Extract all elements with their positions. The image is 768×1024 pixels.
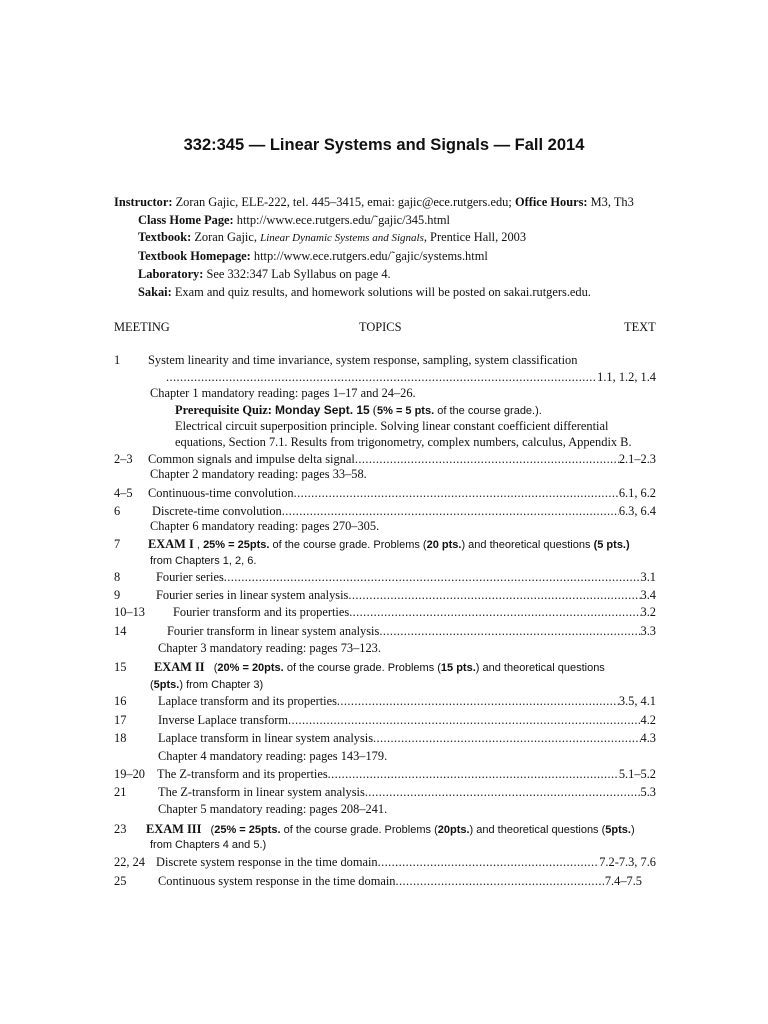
sakai-value: Exam and quiz results, and homework solutions will be posted on sakai.rutgers.edu.	[174, 284, 591, 299]
exam-2-l2-open: (	[150, 679, 154, 691]
topic: Laplace transform and its properties	[158, 694, 337, 708]
text-ref: 3.4	[640, 588, 656, 602]
textbook-publisher: , Prentice Hall, 2003	[423, 230, 527, 245]
meeting-number: 18	[114, 731, 127, 745]
meeting-number: 16	[114, 694, 127, 708]
exam-3-text-1: of the course grade. Problems (	[283, 824, 438, 836]
topic: Laplace transform in linear system analysis	[158, 731, 374, 745]
meeting-number: 10–13	[114, 605, 145, 619]
reading-note: Chapter 2 mandatory reading: pages 33–58.	[150, 467, 367, 481]
meeting-number: 25	[114, 874, 127, 888]
meeting-number: 2–3	[114, 452, 133, 466]
meeting-number: 21	[114, 785, 127, 799]
exam-1-text-1: of the course grade. Problems (	[272, 539, 427, 551]
exam-2-theory-points: 5pts.	[153, 679, 180, 691]
meeting-number: 19–20	[114, 767, 145, 781]
meeting-number: 4–5	[114, 486, 133, 500]
leader-dots	[294, 486, 619, 501]
text-ref: 3.3	[640, 624, 656, 638]
page-title: 332:345 — Linear Systems and Signals — Fall 2014	[183, 136, 585, 154]
textbook-homepage-label: Textbook Homepage:	[138, 249, 251, 264]
exam-1-problems-points: 20 pts.	[426, 539, 462, 551]
leader-dots	[282, 504, 619, 519]
meeting-number: 22, 24	[114, 855, 145, 869]
exam-2-text-1: of the course grade. Problems (	[286, 662, 441, 674]
laboratory-value: See 332:347 Lab Syllabus on page 4.	[206, 266, 391, 281]
sakai-line	[114, 284, 659, 302]
exam-1-label: EXAM I	[148, 537, 194, 551]
column-text: TEXT	[624, 320, 656, 334]
instructor-label: Instructor:	[114, 195, 173, 209]
exam-2-open: (	[213, 662, 218, 674]
class-home-url[interactable]: http://www.ece.rutgers.edu/˜gajic/345.html	[236, 212, 451, 227]
class-home-label: Class Home Page:	[138, 212, 234, 227]
leader-dots	[373, 731, 640, 746]
exam-1-line	[148, 537, 630, 552]
exam-1-text-2: ) and theoretical questions	[461, 539, 591, 551]
office-hours-label: Office Hours:	[514, 195, 588, 209]
text-ref: 2.1–2.3	[618, 452, 656, 466]
leader-dots	[337, 694, 619, 709]
reading-note: Chapter 5 mandatory reading: pages 208–241.	[158, 802, 388, 816]
exam-3-text-3: )	[630, 824, 635, 836]
exam-3-line	[146, 822, 635, 837]
exam-3-theory-points: 5pts.	[605, 824, 631, 836]
quiz-label: Prerequisite Quiz:	[175, 403, 272, 417]
text-ref: 5.1–5.2	[618, 767, 656, 781]
meeting-number: 23	[114, 822, 127, 836]
leader-dots	[365, 785, 641, 800]
textbook-author: Zoran Gajic,	[194, 230, 257, 245]
topic: Inverse Laplace transform	[158, 713, 289, 727]
textbook-line	[114, 229, 659, 248]
text-ref: 5.3	[640, 785, 656, 799]
textbook-homepage-line	[114, 248, 659, 266]
quiz-detail-1: Electrical circuit superposition principle. Solving linear constant coefficient differential	[175, 419, 609, 433]
topic: System linearity and time invariance, system response, sampling, system classification	[148, 353, 578, 367]
laboratory-label: Laboratory:	[138, 266, 204, 281]
exam-1-chapters: from Chapters 1, 2, 6.	[150, 555, 257, 567]
topic: Discrete system response in the time domain	[156, 855, 378, 869]
office-hours-value: M3, Th3	[590, 195, 634, 209]
sakai-label: Sakai:	[138, 284, 172, 299]
leader-dots	[379, 624, 640, 639]
topic: Fourier transform and its properties	[173, 605, 350, 619]
exam-3-chapters: from Chapters 4 and 5.)	[150, 839, 267, 851]
exam-3-percent: 25% = 25pts.	[214, 824, 281, 836]
leader-dots	[288, 713, 640, 728]
topic: Continuous-time convolution	[148, 486, 294, 500]
prerequisite-quiz	[175, 403, 542, 418]
text-ref: 1.1, 1.2, 1.4	[597, 370, 656, 384]
text-ref: 6.3, 6.4	[618, 504, 656, 518]
reading-note: Chapter 6 mandatory reading: pages 270–305.	[150, 519, 380, 533]
leader-dots	[328, 767, 619, 782]
quiz-rest: of the course grade.).	[437, 405, 542, 417]
topic: Continuous system response in the time domain	[158, 874, 396, 888]
meeting-number: 15	[114, 660, 127, 674]
leader-dots	[348, 588, 640, 603]
meeting-number: 8	[114, 570, 121, 584]
exam-2-problems-points: 15 pts.	[440, 662, 476, 674]
text-ref: 7.2-7.3, 7.6	[599, 855, 656, 869]
meeting-number: 6	[114, 504, 121, 518]
text-ref: 3.1	[640, 570, 656, 584]
topic: Fourier series	[156, 570, 224, 584]
exam-1-theory-points: (5 pts.)	[593, 539, 630, 551]
exam-3-problems-points: 20pts.	[437, 824, 470, 836]
exam-3-text-2: ) and theoretical questions (	[469, 824, 606, 836]
exam-2-line	[154, 660, 605, 675]
topic: Fourier transform in linear system analysis	[167, 624, 380, 638]
exam-1-percent: 25% = 25pts.	[203, 539, 270, 551]
meeting-number: 17	[114, 713, 127, 727]
leader-dots	[355, 452, 619, 467]
column-topics: TOPICS	[359, 320, 402, 334]
quiz-open: (	[372, 403, 377, 417]
exam-2-line-2	[150, 677, 263, 692]
topic: The Z-transform in linear system analysis	[158, 785, 365, 799]
instructor-line	[114, 194, 659, 212]
leader-dots	[349, 605, 640, 620]
reading-note: Chapter 3 mandatory reading: pages 73–123.	[158, 641, 381, 655]
topic: Common signals and impulse delta signal	[148, 452, 355, 466]
text-ref: 7.4–7.5	[604, 874, 642, 888]
textbook-title: Linear Dynamic Systems and Signals	[260, 232, 424, 245]
meeting-number: 14	[114, 624, 127, 638]
text-ref: 3.2	[640, 605, 656, 619]
exam-2-percent: 20% = 20pts.	[217, 662, 284, 674]
text-ref: 3.5, 4.1	[618, 694, 656, 708]
leader-dots	[224, 570, 641, 585]
meeting-number: 1	[114, 353, 121, 367]
textbook-homepage-url[interactable]: http://www.ece.rutgers.edu/˜gajic/systems.html	[253, 249, 488, 264]
reading-note: Chapter 4 mandatory reading: pages 143–179.	[158, 749, 388, 763]
class-home-line	[114, 212, 659, 230]
quiz-detail-2: equations, Section 7.1. Results from trigonometry, complex numbers, calculus, Appendix B.	[175, 435, 632, 449]
exam-3-open: (	[210, 824, 215, 836]
instructor-value: Zoran Gajic, ELE-222, tel. 445–3415, emai: gajic@ece.rutgers.edu;	[175, 195, 512, 209]
meeting-number: 7	[114, 537, 121, 551]
leader-dots	[378, 855, 600, 870]
exam-3-label: EXAM III	[146, 822, 202, 836]
text-ref: 4.2	[640, 713, 656, 727]
exam-2-chapters: ) from Chapter 3)	[179, 679, 264, 691]
text-ref: 4.3	[640, 731, 656, 745]
meeting-number: 9	[114, 588, 121, 602]
leader-dots	[395, 874, 604, 889]
reading-note: Chapter 1 mandatory reading: pages 1–17 and 24–26.	[150, 386, 416, 400]
course-info	[114, 194, 659, 301]
exam-1-sep: ,	[196, 539, 200, 551]
laboratory-line	[114, 266, 659, 284]
leader-dots	[166, 370, 597, 385]
quiz-percent: 5% = 5 pts.	[376, 405, 435, 417]
quiz-date: Monday Sept. 15	[275, 403, 370, 417]
topic: Fourier series in linear system analysis	[156, 588, 349, 602]
text-ref: 6.1, 6.2	[618, 486, 656, 500]
textbook-label: Textbook:	[138, 230, 192, 245]
exam-2-label: EXAM II	[154, 660, 205, 674]
topic: The Z-transform and its properties	[157, 767, 328, 781]
topic: Discrete-time convolution	[152, 504, 282, 518]
column-meeting: MEETING	[114, 320, 170, 334]
exam-2-text-2: ) and theoretical questions	[475, 662, 605, 674]
